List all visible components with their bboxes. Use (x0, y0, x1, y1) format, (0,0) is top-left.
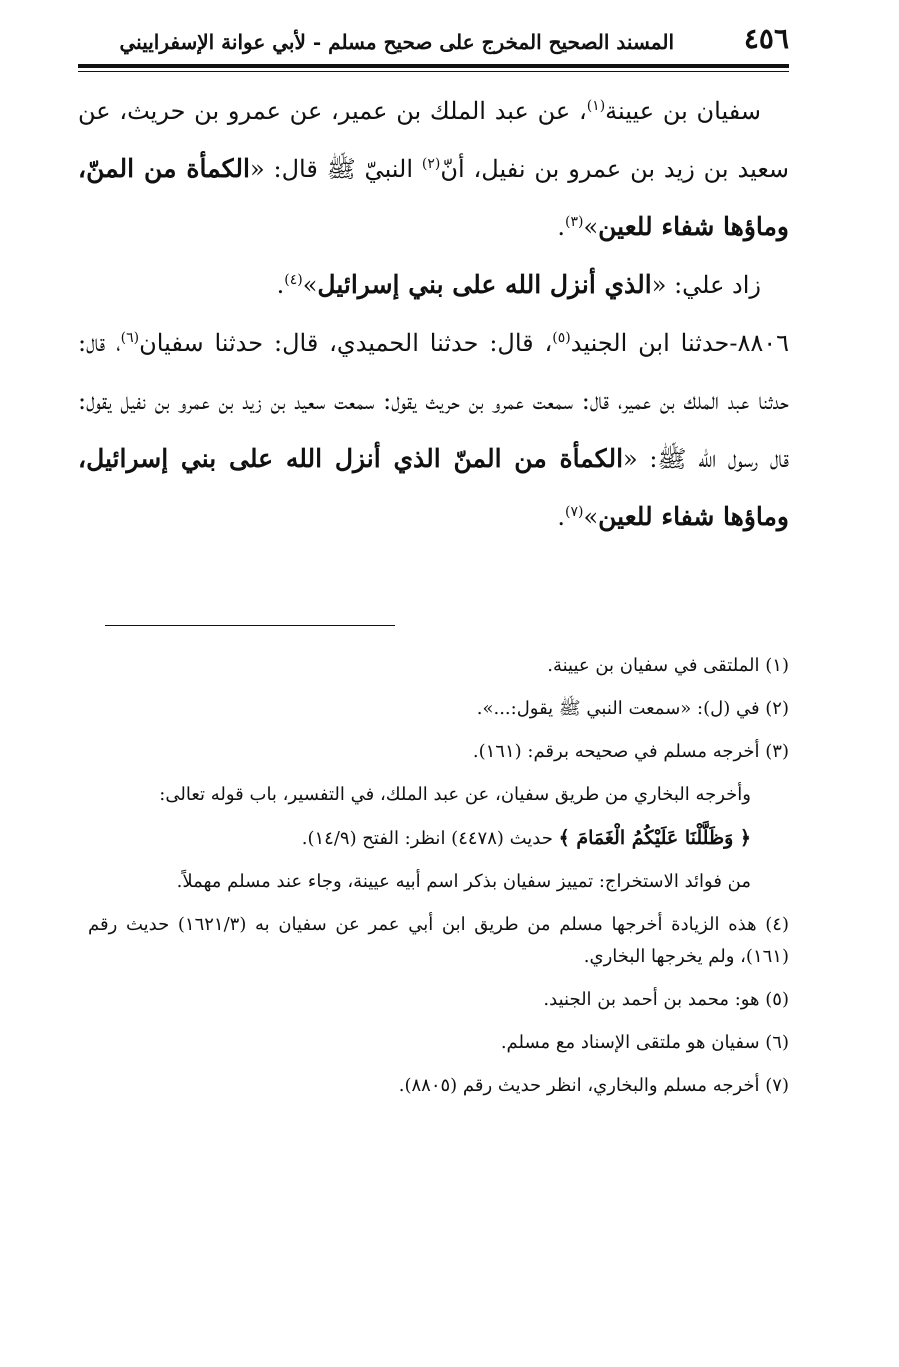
text-run: » (302, 271, 318, 299)
header-rule-thin (78, 71, 789, 72)
hadith-number-text: ٨٨٠٦-حدثنا ابن الجنيد (570, 329, 790, 357)
text-run: ، قال: حدثنا عبد الملك بن عمير، قال: سمعت عمرو بن حريث يقول: سمعت سعيد بن زيد بن عمرو بن نفيل يقول: قال رسول الله ﷺ: « (78, 329, 790, 473)
footnote-marker: (٧) (564, 504, 584, 520)
footnote-4: (٤) هذه الزيادة أخرجها مسلم من طريق ابن أبي عمر عن سفيان به (١٦٢١/٣) حديث رقم (١٦١)، ولم يخرجها البخاري. (88, 914, 789, 967)
text-run: . (276, 271, 285, 299)
header-rule (78, 64, 789, 68)
paragraph-3 (78, 314, 789, 546)
footnote-marker: (٢) (421, 156, 441, 172)
footnote-2: (٢) في (ل): «سمعت النبي ﷺ يقول:...». (476, 698, 789, 719)
footnote-3-quran-verse (88, 822, 789, 855)
running-title: المسند الصحيح المخرج على صحيح مسلم - لأبي عوانة الإسفراييني (119, 30, 674, 54)
text-run: ، قال: حدثنا الحميدي، قال: حدثنا سفيان (139, 329, 553, 357)
footnote-6: (٦) سفيان هو ملتقى الإسناد مع مسلم. (500, 1032, 789, 1053)
text-run: حديث (٤٤٧٨) انظر: الفتح (١٤/٩). (301, 828, 559, 849)
page-number: ٤٥٦ (743, 22, 789, 55)
footnote-3-benefit: من فوائد الاستخراج: تمييز سفيان بذكر اسم أبيه عيينة، وجاء عند مسلم مهملاً. (176, 871, 751, 892)
text-run: زاد علي: « (651, 271, 761, 299)
text-run: سفيان بن عيينة (605, 97, 761, 125)
main-text (78, 82, 789, 546)
footnote-marker: (٣) (564, 214, 584, 230)
quran-verse: ﴿ وَظَلَّلْنَا عَلَيْكُمُ الْغَمَامَ ﴾ (558, 827, 751, 849)
text-run: . (557, 503, 565, 531)
footnotes (88, 650, 789, 1113)
footnote-marker: (١) (586, 98, 606, 114)
hadith-quote: الذي أنزل الله على بني إسرائيل (317, 270, 652, 299)
page-header (78, 22, 789, 62)
footnote-5: (٥) هو: محمد بن أحمد بن الجنيد. (543, 989, 789, 1010)
text-run: » (583, 213, 599, 241)
footnote-separator (105, 625, 395, 626)
hadith-quote: الكمأة من المنّ، وماؤها شفاء للعين (78, 154, 789, 241)
paragraph-2 (78, 256, 789, 314)
footnote-marker: (٥) (552, 330, 571, 346)
paragraph-1 (78, 82, 789, 256)
text-run: ، عن عبد الملك بن عمير، عن عمرو بن حريث، عن سعيد بن زيد بن عمرو بن نفيل، أنّ (78, 97, 790, 183)
footnote-3: (٣) أخرجه مسلم في صحيحه برقم: (١٦١). (472, 741, 789, 762)
text-run: » (583, 503, 599, 531)
text-run: النبيّ ﷺ قال: « (249, 155, 422, 183)
footnote-3-continuation: وأخرجه البخاري من طريق سفيان، عن عبد الملك، في التفسير، باب قوله تعالى: (159, 784, 751, 805)
hadith-quote: الكمأة من المنّ الذي أنزل الله على بني إسرائيل، وماؤها شفاء للعين (78, 444, 789, 531)
footnote-7: (٧) أخرجه مسلم والبخاري، انظر حديث رقم (٨٨٠٥). (398, 1075, 789, 1096)
text-run: . (557, 213, 565, 241)
footnote-marker: (٤) (284, 272, 303, 288)
footnote-marker: (٦) (120, 330, 140, 346)
footnote-1: (١) الملتقى في سفيان بن عيينة. (547, 655, 789, 676)
